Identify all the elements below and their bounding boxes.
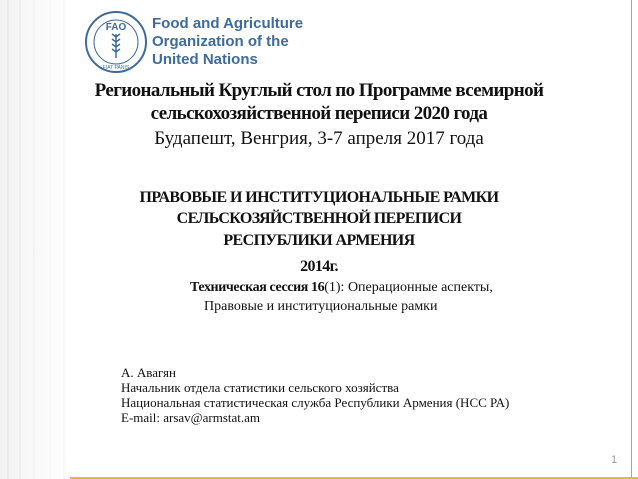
session-topic: Правовые и институциональные рамки bbox=[204, 299, 438, 314]
logo-text: FAO bbox=[105, 22, 127, 33]
session-line bbox=[190, 279, 493, 297]
fao-logo-icon bbox=[84, 10, 148, 74]
organization-name-line: Food and Agriculture bbox=[152, 15, 304, 32]
author-organization: Национальная статистическая служба Республики Армения (НСС РА) bbox=[121, 395, 510, 410]
report-heading-line-2: СЕЛЬСКОЗЯЙСТВЕННОЙ ПЕРЕПИСИ bbox=[176, 210, 462, 227]
author-name: А. Авагян bbox=[121, 365, 176, 380]
report-heading-line-1: ПРАВОВЫЕ И ИНСТИТУЦИОНАЛЬНЫЕ РАМКИ bbox=[139, 189, 499, 206]
event-title-line-2: сельскохозяйственной переписи 2020 года bbox=[150, 103, 488, 124]
author-position: Начальник отдела статистики сельского хозяйства bbox=[121, 380, 399, 395]
organization-name bbox=[152, 15, 303, 69]
author-block bbox=[121, 365, 509, 425]
logo-motto: FIAT PANIS bbox=[102, 65, 130, 71]
report-heading-line-3: РЕСПУБЛИКИ АРМЕНИЯ bbox=[223, 232, 415, 249]
event-location-date: Будапешт, Венгрия, 3-7 апреля 2017 года bbox=[154, 128, 484, 149]
event-title-line-1: Региональный Круглый стол по Программе всемирной bbox=[94, 80, 544, 101]
session-label: Техническая сессия 16 bbox=[190, 280, 325, 295]
session-detail: (1): Операционные аспекты, bbox=[324, 280, 493, 295]
organization-name-line: Organization of the bbox=[152, 33, 289, 50]
author-email: E-mail: arsav@armstat.am bbox=[121, 410, 261, 425]
organization-name-line: United Nations bbox=[152, 51, 258, 68]
report-year: 2014г. bbox=[300, 258, 338, 275]
page-number: 1 bbox=[611, 454, 618, 466]
